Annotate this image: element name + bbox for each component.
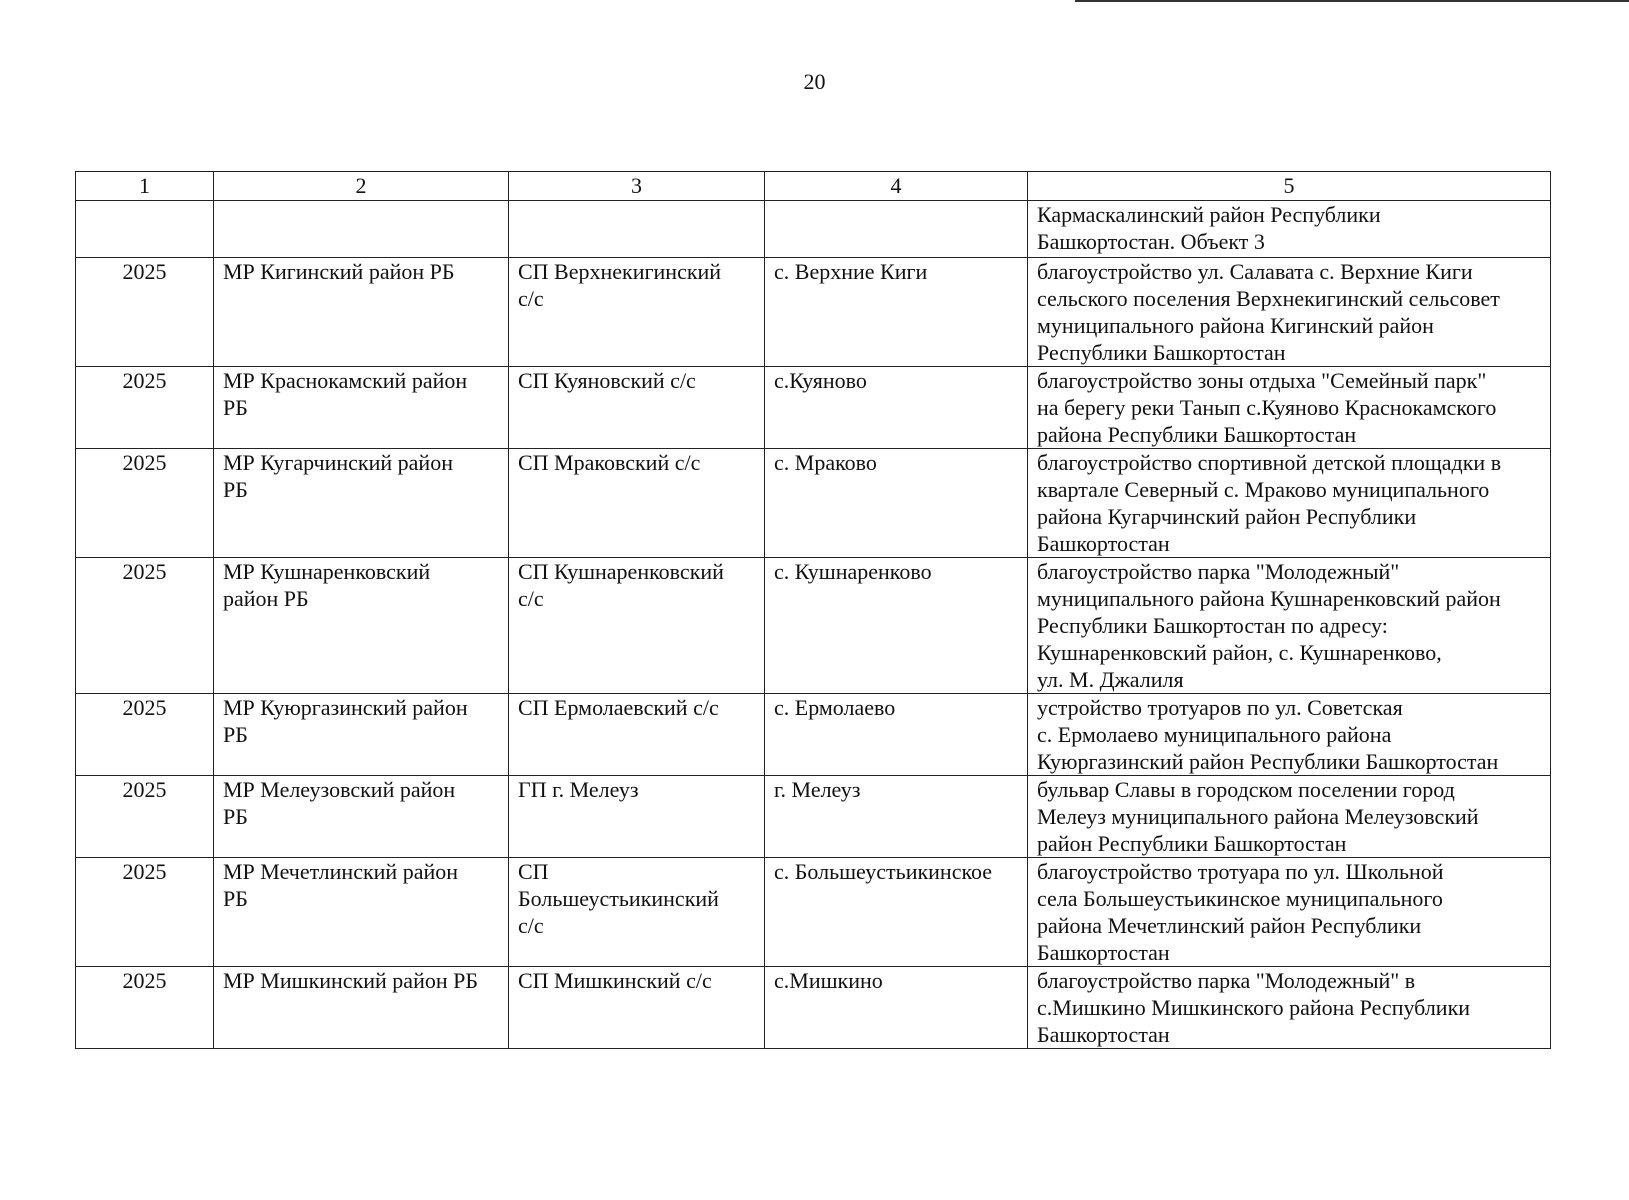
locality-cell-text: г. Мелеуз <box>774 777 861 802</box>
project-cell <box>1028 258 1551 367</box>
district-cell-text: МР Мишкинский район РБ <box>223 968 478 993</box>
locality-cell-text: с. Мраково <box>774 450 877 475</box>
column-header-4: 4 <box>765 172 1028 201</box>
district-cell <box>214 258 509 367</box>
locality-cell <box>765 776 1028 858</box>
year-cell-text: 2025 <box>122 450 167 475</box>
locality-cell <box>765 201 1028 258</box>
district-cell <box>214 858 509 967</box>
settlement-cell-text: СП Большеустьикинский с/с <box>518 859 719 938</box>
locality-cell <box>765 858 1028 967</box>
district-cell <box>214 694 509 776</box>
project-cell-text: благоустройство ул. Салавата с. Верхние Киги сельского поселения Верхнекигинский сельсовет муниципального района Кигинский район Республики Башкортостан <box>1037 259 1500 365</box>
district-cell <box>214 558 509 694</box>
settlement-cell <box>509 258 765 367</box>
settlement-cell <box>509 776 765 858</box>
locality-cell-text: с. Кушнаренково <box>774 559 932 584</box>
locality-cell <box>765 367 1028 449</box>
year-cell <box>76 367 214 449</box>
column-header-5: 5 <box>1028 172 1551 201</box>
table-row <box>76 258 1551 367</box>
year-cell-text: 2025 <box>122 695 167 720</box>
district-cell <box>214 201 509 258</box>
top-rule <box>1075 0 1629 2</box>
year-cell-text: 2025 <box>122 777 167 802</box>
year-cell-text: 2025 <box>122 968 167 993</box>
project-cell <box>1028 201 1551 258</box>
year-cell <box>76 776 214 858</box>
table-row <box>76 858 1551 967</box>
project-cell <box>1028 367 1551 449</box>
locality-cell-text: с. Большеустьикинское <box>774 859 993 884</box>
district-cell-text: МР Кигинский район РБ <box>223 259 455 284</box>
settlement-cell-text: СП Мишкинский с/с <box>518 968 712 993</box>
table-row <box>76 449 1551 558</box>
settlement-cell <box>509 858 765 967</box>
locality-cell <box>765 558 1028 694</box>
project-cell-text: благоустройство парка "Молодежный" муниципального района Кушнаренковский район Республики Башкортостан по адресу: Кушнаренковский район, с. Кушнаренково, ул. М. Джалиля <box>1037 559 1501 692</box>
project-cell-text: благоустройство парка "Молодежный" в с.Мишкино Мишкинского района Республики Башкортостан <box>1037 968 1471 1047</box>
table-row <box>76 558 1551 694</box>
settlement-cell <box>509 694 765 776</box>
settlement-cell <box>509 367 765 449</box>
settlement-cell-text: СП Куяновский с/с <box>518 368 696 393</box>
district-cell-text: МР Кугарчинский район РБ <box>223 450 453 502</box>
year-cell-text: 2025 <box>122 368 167 393</box>
project-cell-text: бульвар Славы в городском поселении город Мелеуз муниципального района Мелеузовский район Республики Башкортостан <box>1037 777 1479 856</box>
locality-cell-text: с. Верхние Киги <box>774 259 928 284</box>
column-header-1: 1 <box>76 172 214 201</box>
district-cell-text: МР Кушнаренковский район РБ <box>223 559 431 611</box>
year-cell <box>76 858 214 967</box>
year-cell-text: 2025 <box>122 859 167 884</box>
year-cell-text: 2025 <box>122 259 167 284</box>
settlement-cell-text: СП Ермолаевский с/с <box>518 695 719 720</box>
locality-cell <box>765 258 1028 367</box>
project-cell <box>1028 558 1551 694</box>
locality-cell <box>765 967 1028 1049</box>
district-cell-text: МР Куюргазинский район РБ <box>223 695 468 747</box>
district-cell <box>214 967 509 1049</box>
table-row <box>76 367 1551 449</box>
district-cell <box>214 449 509 558</box>
column-header-2: 2 <box>214 172 509 201</box>
settlement-cell-text: СП Верхнекигинский с/с <box>518 259 722 311</box>
year-cell <box>76 967 214 1049</box>
project-cell <box>1028 858 1551 967</box>
table-row <box>76 776 1551 858</box>
year-cell-text: 2025 <box>122 559 167 584</box>
district-cell-text: МР Краснокамский район РБ <box>223 368 468 420</box>
year-cell <box>76 694 214 776</box>
project-cell <box>1028 776 1551 858</box>
settlement-cell <box>509 201 765 258</box>
year-cell <box>76 449 214 558</box>
locality-cell <box>765 449 1028 558</box>
district-cell-text: МР Мечетлинский район РБ <box>223 859 459 911</box>
settlement-cell-text: ГП г. Мелеуз <box>518 777 639 802</box>
project-cell-text: благоустройство зоны отдыха "Семейный парк" на берегу реки Танып с.Куяново Краснокамского района Республики Башкортостан <box>1037 368 1497 447</box>
locality-cell-text: с.Куяново <box>774 368 867 393</box>
settlement-cell <box>509 558 765 694</box>
column-header-3: 3 <box>509 172 765 201</box>
year-cell <box>76 201 214 258</box>
district-cell <box>214 776 509 858</box>
table-body <box>76 201 1551 1049</box>
project-cell-text: Кармаскалинский район Республики Башкортостан. Объект 3 <box>1037 202 1381 254</box>
table-row <box>76 694 1551 776</box>
project-cell-text: благоустройство спортивной детской площадки в квартале Северный с. Мраково муниципального района Кугарчинский район Республики Башкортостан <box>1037 450 1502 556</box>
table-row <box>76 967 1551 1049</box>
project-cell <box>1028 967 1551 1049</box>
locality-cell-text: с.Мишкино <box>774 968 883 993</box>
table-header <box>76 172 1551 201</box>
year-cell <box>76 258 214 367</box>
header-row <box>76 172 1551 201</box>
year-cell <box>76 558 214 694</box>
project-cell-text: устройство тротуаров по ул. Советская с. Ермолаево муниципального района Куюргазинский район Республики Башкортостан <box>1037 695 1499 774</box>
page-number: 20 <box>803 69 826 94</box>
data-table <box>75 171 1551 1049</box>
settlement-cell <box>509 449 765 558</box>
settlement-cell-text: СП Мраковский с/с <box>518 450 701 475</box>
settlement-cell <box>509 967 765 1049</box>
locality-cell <box>765 694 1028 776</box>
project-cell <box>1028 694 1551 776</box>
district-cell-text: МР Мелеузовский район РБ <box>223 777 456 829</box>
district-cell <box>214 367 509 449</box>
project-cell <box>1028 449 1551 558</box>
project-cell-text: благоустройство тротуара по ул. Школьной села Большеустьикинское муниципального района Мечетлинский район Республики Башкортостан <box>1037 859 1444 965</box>
locality-cell-text: с. Ермолаево <box>774 695 896 720</box>
table-row <box>76 201 1551 258</box>
settlement-cell-text: СП Кушнаренковский с/с <box>518 559 724 611</box>
